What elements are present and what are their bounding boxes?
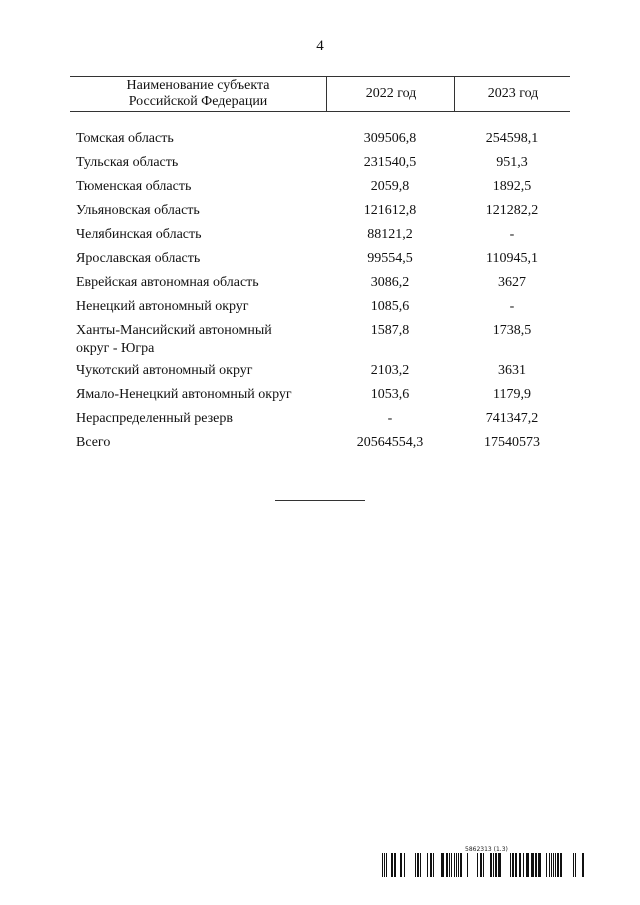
row-value-2023: 3631 — [498, 363, 526, 378]
row-value-2022: - — [387, 411, 393, 426]
row-subject-line2: округ - Югра — [76, 341, 155, 356]
row-value-2022: 121612,8 — [363, 203, 417, 218]
row-subject-line1: Ханты-Мансийский автономный — [76, 323, 272, 338]
table-row — [70, 248, 570, 272]
row-value-2022: 309506,8 — [363, 131, 417, 146]
row-subject: Нераспределенный резерв — [76, 411, 233, 426]
table-row — [70, 128, 570, 152]
row-subject: Тульская область — [76, 155, 179, 170]
row-subject — [76, 322, 326, 358]
table-row — [70, 408, 570, 432]
page-number: 4 — [316, 38, 324, 54]
row-value-2022: 20564554,3 — [356, 435, 424, 450]
table-row — [70, 176, 570, 200]
header-subject-name — [70, 77, 326, 111]
table-row — [70, 384, 570, 408]
row-value-2022: 1587,8 — [370, 323, 410, 338]
row-value-2023: 3627 — [498, 275, 526, 290]
row-subject: Еврейская автономная область — [76, 275, 259, 290]
budget-table — [70, 76, 570, 450]
table-header — [70, 76, 570, 112]
row-value-2023: 1738,5 — [492, 323, 532, 338]
table-body — [70, 128, 570, 456]
row-subject: Ульяновская область — [76, 203, 200, 218]
table-row — [70, 320, 570, 360]
row-subject: Томская область — [76, 131, 174, 146]
row-value-2022: 2059,8 — [370, 179, 410, 194]
row-value-2023: 1179,9 — [493, 387, 531, 402]
barcode-label: 5862313 (1.3) — [465, 846, 508, 853]
row-value-2023: 741347,2 — [485, 411, 539, 426]
end-divider — [275, 500, 365, 501]
row-value-2022: 88121,2 — [367, 227, 413, 242]
row-value-2022: 231540,5 — [363, 155, 417, 170]
row-value-2023: 1892,5 — [492, 179, 532, 194]
row-value-2022: 1053,6 — [370, 387, 410, 402]
row-value-2022: 3086,2 — [370, 275, 410, 290]
row-subject: Челябинская область — [76, 227, 202, 242]
table-row — [70, 152, 570, 176]
table-row — [70, 296, 570, 320]
header-subject-line2: Российской Федерации — [128, 94, 268, 109]
row-value-2022: 1085,6 — [370, 299, 410, 314]
row-subject: Ненецкий автономный округ — [76, 299, 249, 314]
table-row — [70, 200, 570, 224]
table-row — [70, 224, 570, 248]
row-value-2023: 254598,1 — [485, 131, 539, 146]
table-row — [70, 272, 570, 296]
header-subject-line1: Наименование субъекта — [126, 78, 270, 93]
header-year-2023: 2023 год — [454, 77, 571, 111]
table-row-total — [70, 432, 570, 456]
row-subject: Ярославская область — [76, 251, 201, 266]
row-subject: Чукотский автономный округ — [76, 363, 253, 378]
row-subject: Всего — [76, 435, 111, 450]
row-value-2022: 99554,5 — [367, 251, 413, 266]
row-value-2023: - — [509, 299, 515, 314]
table-row — [70, 360, 570, 384]
barcode-icon — [382, 853, 592, 877]
row-value-2023: 121282,2 — [485, 203, 539, 218]
row-subject: Ямало-Ненецкий автономный округ — [76, 387, 292, 402]
row-value-2022: 2103,2 — [370, 363, 410, 378]
row-subject: Тюменская область — [76, 179, 192, 194]
row-value-2023: 17540573 — [484, 435, 540, 450]
row-value-2023: 110945,1 — [486, 251, 538, 266]
row-value-2023: 951,3 — [496, 155, 528, 170]
row-value-2023: - — [509, 227, 515, 242]
header-year-2022: 2022 год — [326, 77, 455, 111]
